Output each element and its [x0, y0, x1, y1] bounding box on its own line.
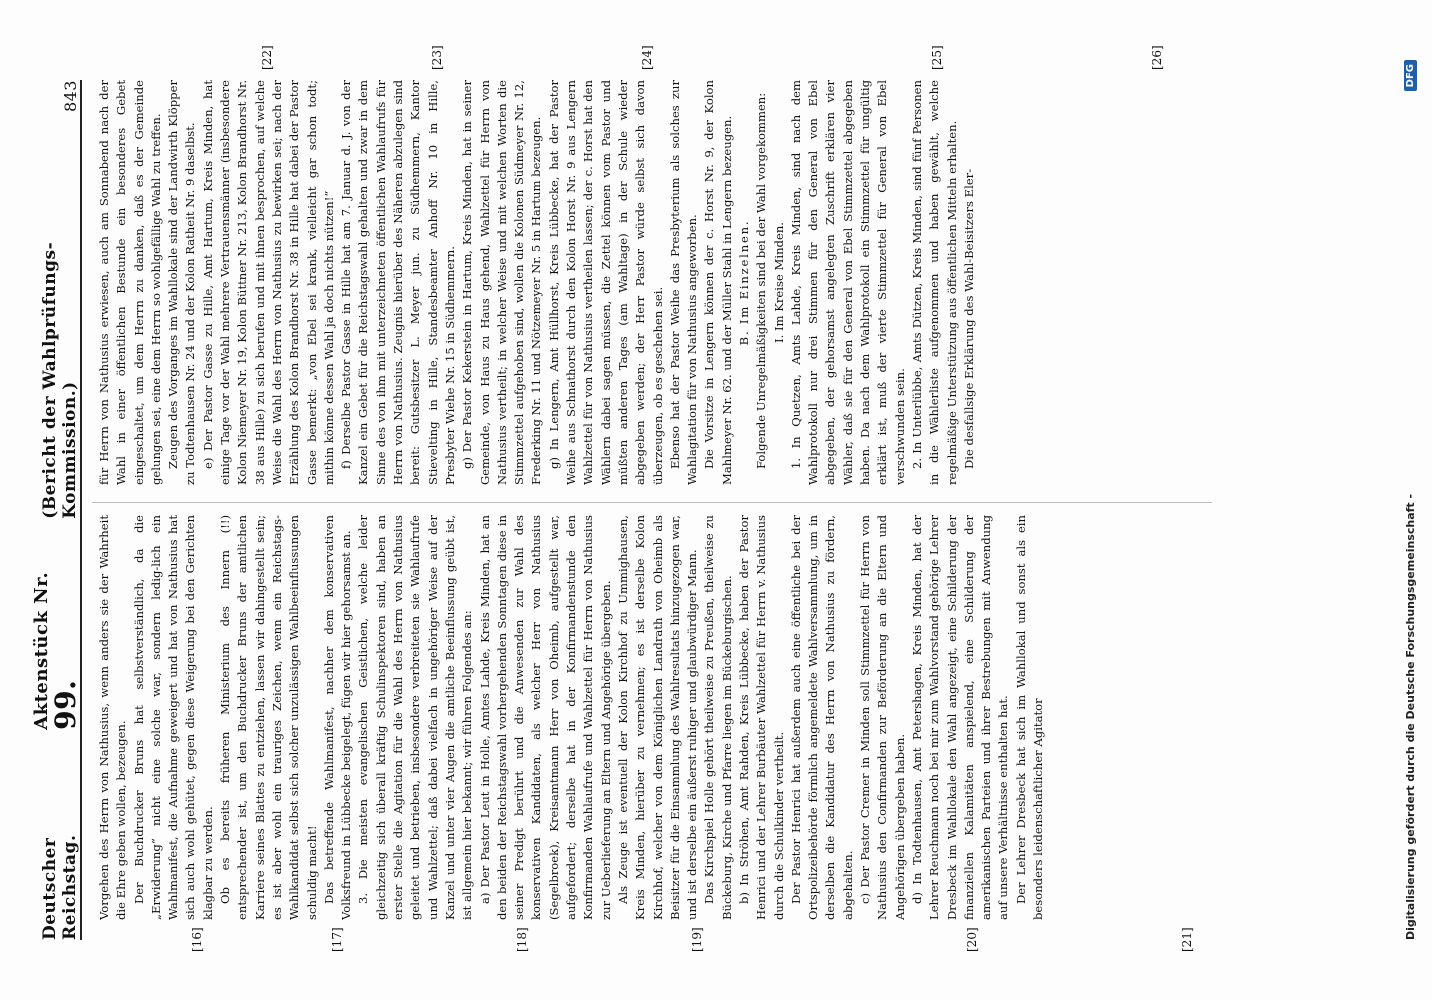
paragraph: g) In Lengern, Amt Hüllhorst, Kreis Lübbecke, hat der Pastor Weihe aus Schnathorst durch den Kolon Horst Nr. 9 aus Lengern Wahlzettel für von Nathusius vertheilen lassen; der c. Horst hat den Wählern dabei sagen müssen, die Zettel können vom Pastor und müßten anderen Tages (am Wahltage) in der Schule wieder abgegeben werden; der Herr Pastor würde selbst sich davon überzeugen, ob es geschehen sei. [546, 80, 665, 485]
column-divider [92, 502, 1212, 503]
paragraph: Der Pastor Henrici hat außerdem auch eine öffentliche bei der Ortspolizeibehörde förmlich angemeldete Wahlversammlung, um in derselben die Kandidatur des Herrn von Nathusius zu fördern, abgehalten. [788, 515, 855, 920]
paragraph: für Herrn von Nathusius erwiesen, auch am Sonnabend nach der Wahl in einer öffentlichen Bestunde ein besonderes Gebet eingeschaltet, um dem Herrn zu danken, daß es der Gemeinde gelungen sei, eine dem Herrn so wohlgefällige Wahl zu treffen. [97, 80, 163, 485]
header-title: (Bericht der Wahlprüfungs-Kommission.) [40, 241, 80, 519]
aktenstueck-number: 99. [49, 679, 82, 730]
margin-number: [25] [930, 45, 944, 70]
left-column [96, 515, 1216, 920]
paragraph: e) Der Pastor Gasse zu Hille, Amt Hartum, Kreis Minden, hat einige Tage vor der Wahl mehrere Vertrauensmänner (insbesondere Kolon Niemeyer Nr. 19, Kolon Büttner Nr. 213, Kolon Brandhorst Nr. 38 aus Hille) zu sich berufen und mit ihnen besprochen, auf welche Weise die Wahl des Herrn von Nathusius zu bewirken sei; nach der Erzählung des Kolon Brandhorst Nr. 38 in Hille hat dabei der Pastor Gasse bemerkt: „von Ebel sei krank, vielleicht gar schon todt; mithin könne dessen Wahl ja doch nichts nützen!“ [200, 80, 336, 485]
margin-number: [17] [330, 927, 344, 952]
paragraph: Das Kirchspiel Holle gehört theilweise zu Preußen, theilweise zu Bückeburg, Kirche und Pfarre liegen im Bückeburgischen. [702, 515, 734, 920]
paragraph: d) In Todtenhausen, Amt Petershagen, Kreis Minden, hat der Lehrer Reuchmann noch bei mir zum Wahlvorstand gehörige Lehrer Dresbeck im Wahllokale den Wahl angezeigt, eine Schilderung der finanziellen Kalamitäten anspielend, eine Schilderung der amerikanischen Parteien und ihrer Bestrebungen mit Anwendung auf unsere Verhältnisse enthalten hat. [909, 515, 1011, 920]
paragraph: 2. In Unterlübbe, Amts Dützen, Kreis Minden, sind fünf Personen in die Wählerliste aufgenommen und haben gewählt, welche regelmäßige Unterstützung aus öffentlichen Mitteln erhalten. [909, 80, 959, 485]
margin-number: [23] [430, 45, 444, 70]
page-number: 843 [61, 80, 80, 113]
paragraph: Ob es bereits früheren Ministerium des Innern (!!) entsprechender ist, um den Buchdrucker Bruns der amtlichen Karriere seines Blattes zu entziehen, lassen wir dahingestellt sein; es ist aber wohl ein trauriges Zeichen, wenn ein Reichstags-Wahlkandidat selbst sich solcher unzulässigen Wahlbeeinflussungen schuldig macht! [218, 515, 319, 920]
section-heading: I. Im Kreise Minden. [771, 222, 786, 343]
paragraph: Ebenso hat der Pastor Weihe das Presbyterium als solches zur Wahlagitation für von Nathusius angeworben. [667, 80, 700, 485]
margin-number: [24] [640, 45, 654, 70]
margin-number: [19] [690, 927, 704, 952]
margin-number: [21] [1180, 927, 1194, 952]
paragraph: g) Der Pastor Kekerstein in Hartum, Kreis Minden, hat in seiner Gemeinde, von Haus zu Haus gehend, Wahlzettel für Herrn von Nathusius vertheilt; in welcher Weise und mit welchen Worten die Stimmzettel aufgehoben sind, wollen die Kolonen Südmeyer Nr. 12, Frederking Nr. 11 und Nötzemeyer Nr. 5 in Hartum bezeugen. [460, 80, 544, 485]
dfg-logo: DFG [1404, 60, 1417, 91]
section-heading: B. Im Einzelnen. [736, 219, 751, 346]
paragraph: Die desfallsige Erklärung des Wahl-Beisitzers Eler- [961, 168, 976, 469]
paragraph: Die Vorsitze in Lengern können der c. Horst Nr. 9, der Kolon Mahlmeyer Nr. 62. und der Müller Stahl in Lengern bezeugen. [702, 80, 734, 485]
paragraph: Zeugen des Vorganges im Wahllokale sind der Landwirth Klöpper zu Todtenhausen Nr. 24 und der Kolon Ratheit Nr. 9 daselbst. [166, 80, 198, 485]
paragraph: Vorgehen des Herrn von Nathusius, wenn anders sie der Wahrheit die Ehre geben wollen, bezeugen. [97, 515, 129, 920]
margin-number: [22] [260, 45, 274, 70]
margin-number: [18] [515, 927, 529, 952]
margin-number: [20] [965, 927, 979, 952]
header-reichstag: Deutscher Reichstag. [40, 834, 80, 940]
credit-text: Digitalisierung gefördert durch die Deutsche Forschungsgemeinschaft - [1404, 493, 1417, 940]
aktenstueck-label: Aktenstück Nr. [31, 571, 52, 730]
paragraph: 3. Die meisten evangelischen Geistlichen, welche leider gleichzeitig sich überall kräftig Schulinspektoren sind, haben an erster Stelle die Agitation für die Wahl des Herrn von Nathusius geleitet und betrieben, insbesondere verbreiteten sie Wahlaufrufe und Wahlzettel; daß dabei vielfach in ungehöriger Weise auf der Kanzel und unter vier Augen die amtliche Beeinflussung geübt ist, ist allgemein hier bekannt; wir führen Folgendes an: [356, 515, 475, 920]
paragraph: Der Buchdrucker Bruns hat selbstverständlich, da die „Erwiderung“ nicht eine solche war, sondern ledig-lich ein Wahlmanifest, die Aufnahme geweigert und hat von Nathusius hat sich auch wohl gehütet, gegen diese Weigerung bei den Gerichten klagbar zu werden. [131, 515, 215, 920]
paragraph: 1. In Quetzen, Amts Lahde, Kreis Minden, sind nach dem Wahlprotokoll nur drei Stimmen für den General von Ebel abgegeben, der gehorsamst angelegten Zuschrift erklären vier Wähler, daß sie für den General von Ebel Stimmzettel abgegeben haben. Da nach dem Wahlprotokoll ein Stimmzettel für ungültig erklärt ist, muß der vierte Stimmzettel für General von Ebel verschwunden sein. [788, 80, 907, 485]
margin-number: [16] [190, 927, 204, 952]
margin-number: [26] [1150, 45, 1164, 70]
header-aktenstueck [31, 519, 80, 730]
digitization-credit [1404, 60, 1417, 940]
page-header [31, 80, 82, 940]
paragraph: Das betreffende Wahlmanifest, nachher dem konservativen Volksfreund in Lübbecke beigelegt, fügen wir hier gehorsamst an. [321, 515, 354, 920]
paragraph: a) Der Pastor Leut in Holle, Amtes Lahde, Kreis Minden, hat an den beiden der Reichstagswahl vorhergehenden Sonntagen diese in seiner Predigt berührt und die Anwesenden zur Wahl des konservativen Kandidaten, als welcher Herr von Nathusius (Segelbroek), Kreisamtmann Herr von Oheimb, aufgestellt war, aufgefordert; derselbe hat in der Konfirmandenstunde den Konfirmanden Wahlaufrufe und Wahlzettel für Herrn von Nathusius zur Ueberlieferung an Eltern und Angehörige übergeben. [477, 515, 613, 920]
paragraph: b) In Ströhen, Amt Rahden, Kreis Lübbecke, haben der Pastor Henrici und der Lehrer Burbäuter Wahlzettel für Herrn v. Nathusius durch die Schulkinder vertheilt. [736, 515, 786, 920]
paragraph: f) Derselbe Pastor Gasse in Hille hat am 7. Januar d. J. von der Kanzel ein Gebet für die Reichstagswahl gehalten und zwar in dem Sinne des von ihm mit unterzeichneten öffentlichen Wahlaufrufs für Herrn von Nathusius. Zeugnis hierüber des Näheren abzulegen sind bereit: Gutsbesitzer L. Meyer jun. zu Südhemmern, Kantor Stievelting in Hille, Standesbeamter Anhoff Nr. 10 in Hille, Presbyter Wiehe Nr. 15 in Südhemmern. [339, 80, 457, 485]
paragraph: Folgende Unregelmäßigkeiten sind bei der Wahl vorgekommen: [754, 92, 769, 469]
paragraph: Als Zeuge ist eventuell der Kolon Kirchhof zu Ummighausen, Kreis Minden, hierüber zu vernehmen; es ist derselbe Kolon Kirchhof, welcher von dem Königlichen Landrath von Oheimb als Beisitzer für die Einsammlung des Wahlresultats hinzugezogen war, und ist derselbe ein äußerst ruhiger und glaubwürdiger Mann. [615, 515, 700, 920]
right-column [96, 80, 1216, 485]
paragraph: Der Lehrer Dresbeck hat sich im Wahllokal und sonst als ein besonders leidenschaftlicher Agitator [1013, 515, 1046, 920]
paragraph: c) Der Pastor Cremer in Minden soll Stimmzettel für Herrn von Nathusius den Confirmanden zur Beförderung an die Eltern und Angehörigen übergeben haben. [858, 515, 907, 920]
